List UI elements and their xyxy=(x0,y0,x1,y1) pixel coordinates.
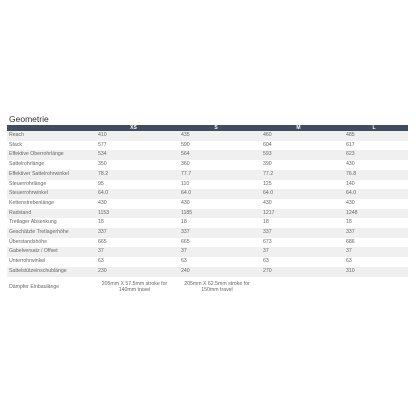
table-row xyxy=(7,257,408,267)
header-cell-size: M xyxy=(257,125,340,131)
row-label: Effektiver Sattelrohrwinkel xyxy=(9,170,69,177)
row-value: 110 xyxy=(181,180,190,187)
row-value: 37 xyxy=(346,248,352,255)
row-value: 95 xyxy=(98,180,104,187)
row-value xyxy=(340,277,408,299)
row-value: 410 xyxy=(98,132,107,138)
row-value: 140 xyxy=(346,180,355,187)
header-cell-size: XS xyxy=(92,125,175,131)
row-label: Sattelstützeinschublänge xyxy=(9,267,67,274)
table-row xyxy=(7,267,408,277)
row-label: Geschätzte Tretlagerhöhe xyxy=(9,229,69,236)
row-value xyxy=(257,277,340,299)
row-value: 1248 xyxy=(346,209,358,216)
row-label: Dämpfer Einbaulänge xyxy=(9,283,60,290)
table-row xyxy=(7,150,408,160)
row-label: Sattelrohrlänge xyxy=(9,161,45,168)
row-value: 37 xyxy=(98,248,104,255)
row-value: 686 xyxy=(346,238,355,245)
section-title: Geometrie xyxy=(9,114,49,124)
table-row xyxy=(7,141,408,151)
row-value: 673 xyxy=(263,238,272,245)
table-row xyxy=(7,218,408,228)
row-value-text: 205mm X 62.5mm stroke for 150mm travel xyxy=(184,281,250,293)
row-value: 78.2 xyxy=(98,170,109,177)
row-value: 37 xyxy=(181,248,187,255)
row-value xyxy=(175,277,257,299)
row-value: 310 xyxy=(346,267,355,274)
row-value: 18 xyxy=(263,219,269,226)
row-value: 64.0 xyxy=(181,190,192,197)
row-value: 623 xyxy=(346,151,355,158)
geometry-table xyxy=(7,125,408,299)
row-value: 593 xyxy=(263,151,272,158)
table-row xyxy=(7,209,408,219)
row-value: 230 xyxy=(98,267,107,274)
row-value: 1185 xyxy=(181,209,193,216)
row-value: 430 xyxy=(263,199,272,206)
row-value: 1153 xyxy=(98,209,110,216)
table-row xyxy=(7,160,408,170)
header-cell-size: L xyxy=(340,125,408,131)
row-value: 360 xyxy=(181,161,190,168)
row-value: 77.2 xyxy=(263,170,274,177)
row-value: 240 xyxy=(181,267,190,274)
row-value: 63 xyxy=(98,258,104,265)
row-label: Steuerrohrwinkel xyxy=(9,190,48,197)
row-label: Stack xyxy=(9,141,22,148)
row-value xyxy=(92,277,175,299)
row-label: Radstand xyxy=(9,209,32,216)
row-value: 617 xyxy=(346,141,355,148)
row-value: 430 xyxy=(346,161,355,168)
table-row xyxy=(7,131,408,141)
row-value: 564 xyxy=(181,151,190,158)
row-label: Reach xyxy=(9,132,24,138)
row-value: 430 xyxy=(346,199,355,206)
row-value: 64.0 xyxy=(346,190,357,197)
row-value-text: 205mm X 57.5mm stroke for 140mm travel xyxy=(101,281,168,293)
row-label: Unterrohrwinkel xyxy=(9,258,46,265)
row-value: 390 xyxy=(263,161,272,168)
row-value: 604 xyxy=(263,141,272,148)
row-value: 590 xyxy=(181,141,190,148)
row-label: Tretlager Absenkung xyxy=(9,219,57,226)
row-value: 337 xyxy=(181,229,190,236)
row-value: 18 xyxy=(181,219,187,226)
table-row xyxy=(7,238,408,248)
table-row xyxy=(7,180,408,190)
table-row xyxy=(7,247,408,257)
row-value: 76.8 xyxy=(346,170,357,177)
row-value: 577 xyxy=(98,141,107,148)
table-row xyxy=(7,228,408,238)
row-value: 77.7 xyxy=(181,170,192,177)
row-label: Effektive Oberrohrlänge xyxy=(9,151,64,158)
row-value: 350 xyxy=(98,161,107,168)
row-value: 337 xyxy=(98,229,107,236)
row-value: 665 xyxy=(181,238,190,245)
row-label: Gabelversatz / Offset xyxy=(9,248,58,255)
table-row xyxy=(7,199,408,209)
row-value: 337 xyxy=(263,229,272,236)
row-value: 435 xyxy=(181,132,190,138)
table-row xyxy=(7,277,408,299)
row-value: 534 xyxy=(98,151,107,158)
row-value: 460 xyxy=(263,132,272,138)
geometry-section xyxy=(7,113,408,299)
row-value: 665 xyxy=(98,238,107,245)
row-label: Überstandshöhe xyxy=(9,238,48,245)
row-value: 37 xyxy=(263,248,269,255)
header-cell-size: S xyxy=(175,125,257,131)
row-label: Kettenstrebenlänge xyxy=(9,199,54,206)
row-value: 18 xyxy=(346,219,352,226)
row-value: 63 xyxy=(181,258,187,265)
row-value: 63 xyxy=(346,258,352,265)
row-value: 63 xyxy=(263,258,269,265)
table-row xyxy=(7,170,408,180)
row-value: 270 xyxy=(263,267,272,274)
row-value: 430 xyxy=(98,199,107,206)
row-value: 125 xyxy=(263,180,272,187)
table-body xyxy=(7,131,408,299)
table-row xyxy=(7,189,408,199)
row-value: 337 xyxy=(346,229,355,236)
row-value: 18 xyxy=(98,219,104,226)
row-value: 1217 xyxy=(263,209,275,216)
row-value: 485 xyxy=(346,132,355,138)
row-value: 430 xyxy=(181,199,190,206)
row-value: 64.0 xyxy=(263,190,274,197)
row-value: 64.0 xyxy=(98,190,109,197)
row-label: Steuerrohrlänge xyxy=(9,180,47,187)
